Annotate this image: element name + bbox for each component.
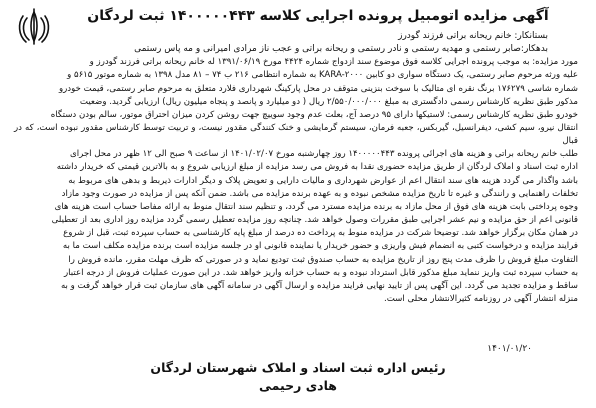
official-name: هادی رحیمی — [259, 378, 337, 393]
body-line: به حساب سپرده ثبت واریز ننماید مبلغ مذکور قابل استرداد نبوده و به حساب خزانه واریز خواهد شد. در این صورت عملیات فروش از درجه اعتبار — [64, 267, 578, 278]
body-line: قانونی اعم از حق مزایده و نیم عشر اجرایی طبق مقررات وصول خواهد شد. چنانچه روز مزایده تعطیل رسمی گردد مزایده روز اداری بعد از تعطیلی — [51, 215, 578, 226]
body-line: مورد مزایده: به موجب پرونده اجرایی کلاسه فوق موضوع سند ازدواج شماره ۴۴۲۴ مورخ ۱۳۹۱/۰۶/۱۹ له خانم ریحانه براتی فرزند گودرز و — [89, 57, 578, 68]
body-line: خودرو طبق نظریه کارشناس رسمی: لاستیکها دارای ۹۵ درصد آج، بعلت عدم وجود سوییچ جهت روشن کردن میزان احتراق موتور، سالم بودن دستگاه — [50, 109, 578, 120]
body-line: ساقط و مزایده تجدید می گردد. این آگهی پس از تایید نهایی فرایند مزایده و ارسال آگهی در سامانه آگهی های سازمان ثبت قرار خواهد گرفت و به — [60, 280, 578, 291]
body-line: باشد واگذار می گردد هزینه های سند انتقال اعم از عوارض شهرداری و مالیات دارایی و تعویض پلاک و دیگر ادارات ذیربط و بدهی های مربوط به — [68, 175, 578, 186]
body-line: التفاوت مبلغ فروش را ظرف مدت پنج روز از تاریخ مزایده به حساب صندوق ثبت تودیع نماید و در صورتی که ظرف مهلت مقرر، مانده فروش را — [68, 254, 578, 265]
signature-block — [0, 359, 596, 395]
notice-date: ۱۴۰۱/۰۱/۲۰ — [487, 344, 532, 354]
body-line: اداره ثبت اسناد و املاک لردگان از طریق مزایده حضوری نقدا به فروش می رسد مزایده از مبلغ ارزیابی شروع و به بالاترین قیمتی که خریدار داشته — [56, 162, 578, 173]
body-line: فرایند مزایده و درخواست کتبی به انضمام فیش واریزی و حضور خریدار یا نماینده قانونی او در جلسه مزایده است برنده مزایده مکلف است ما به — [62, 241, 578, 252]
body-line: وجوه پرداختی بابت هزینه های فوق از محل مازاد به برنده مزایده مسترد می گردد، و تنظیم سند انتقال منوط به ارائه مفاصا حساب است هزینه های — [54, 201, 578, 212]
body-line: مذکور طبق نظریه کارشناس رسمی دادگستری به مبلغ ۲/۵۵۰/۰۰۰/۰۰۰ ریال ( دو میلیارد و پانصد و پنجاه میلیون ریال) ارزیابی گردید. وضعیت — [79, 96, 578, 107]
notice-title: آگهی مزایده اتومبیل پرونده اجرایی کلاسه ۱۴۰۰۰۰۰۴۴۳ ثبت لردگان — [87, 8, 549, 24]
body-line: انتقال نیرو، سیم کشی، دیفرانسیل، گیربکس، جعبه فرمان، سیستم گرمایشی و خنک کنندگی مقدور نیست، و تربیت توسط کارشناس مقدور نبوده است، که در قبال — [14, 122, 578, 147]
body-line: تخلفات راهنمایی و رانندگی و غیره تا تاریخ مزایده مشخص نبوده و به عهده برنده مزایده می باشد. ضمن آنکه پس از مزایده در صورت وجود مازاد — [61, 188, 578, 199]
body-line: منزله انتشار آگهی در روزنامه کثیرالانتشار محلی است. — [384, 294, 578, 304]
creditor-line: بستانکار: خانم ریحانه براتی فرزند گودرز — [398, 31, 548, 41]
office-title: رئیس اداره ثبت اسناد و املاک شهرستان لردگان — [150, 360, 446, 375]
body-line: علیه ورثه مرحوم صابر رستمی، یک دستگاه سواری دو کابین KARA-۲۰۰۰ به شماره انتظامی ۲۱۶ ب ۷۴ – ۸۱ مدل ۱۳۹۸ به شماره موتور ۵۶۱۵ و — [67, 70, 578, 81]
debtors-line: بدهکار:صابر رستمی و مهدیه رستمی و نادر رستمی و ریحانه براتی و عجب ناز مرادی امیرانی و مه پاس رستمی — [134, 44, 548, 55]
iran-emblem-icon — [16, 8, 52, 46]
body-line: طلب خانم ریحانه براتی و هزینه های اجرائی پرونده ۱۴۰۰۰۰۰۴۴۳ روز چهارشنبه مورخ ۱۴۰۱/۰۲/۰۷ از ساعت ۹ صبح الی ۱۲ ظهر در محل اجرای — [69, 149, 578, 160]
notice-body — [10, 56, 586, 306]
body-line: شماره شاسی ۱۷۶۲۷۹ برنگ نقره ای متالیک با سوخت بنزینی متوقف در محل پارکینگ شهرداری فلارد متعلق به مرحوم صابر رستمی، قیمت خودرو — [58, 83, 578, 94]
body-line: در همان مکان برگزار خواهد شد. توضیحا شرکت در مزایده منوط به پرداخت ده درصد از مبلغ پایه کارشناسی به حساب سپرده ثبت، قبل از شروع — [63, 228, 578, 239]
notice-header — [10, 6, 586, 30]
